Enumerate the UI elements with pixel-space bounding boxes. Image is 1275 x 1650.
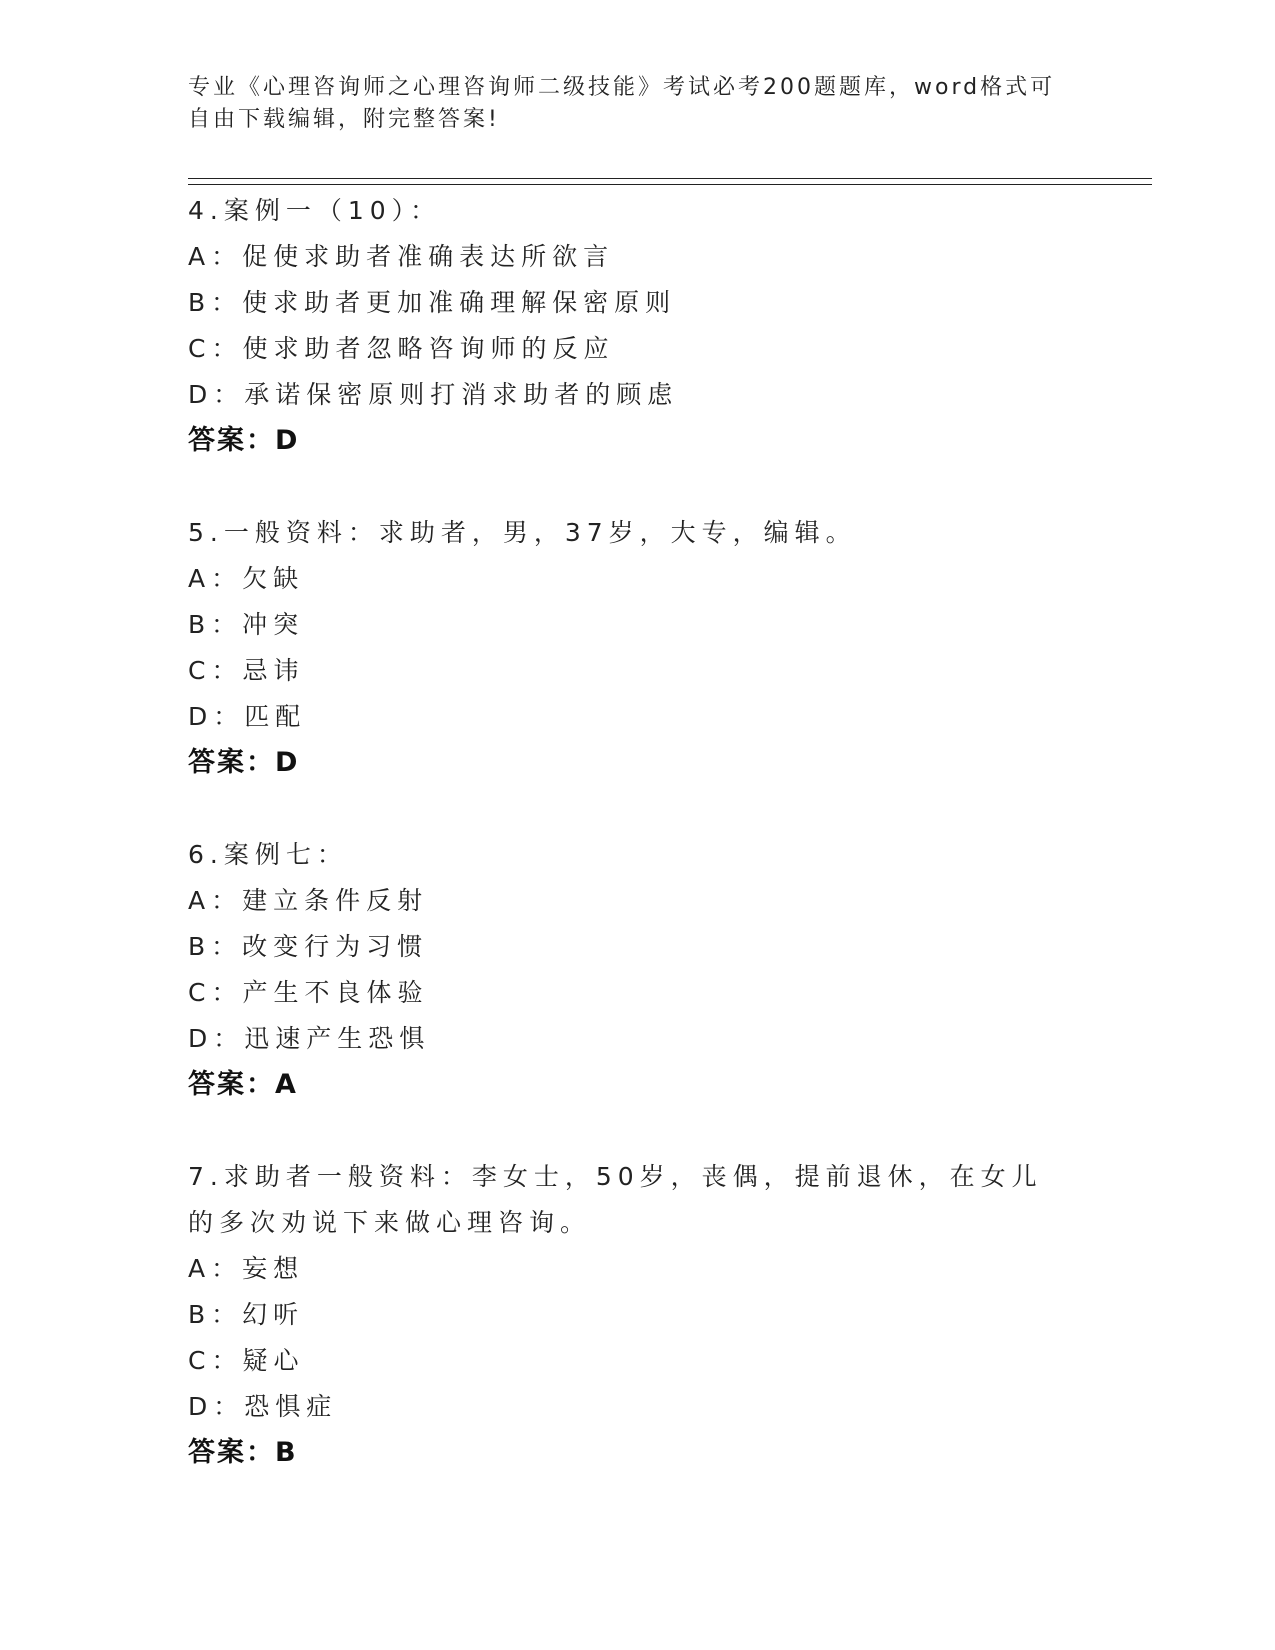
header-divider-top	[188, 178, 1152, 179]
option-c: C：疑心	[188, 1346, 305, 1375]
answer: 答案：B	[188, 1437, 298, 1468]
answer: 答案：D	[188, 747, 300, 778]
option-c: C：产生不良体验	[188, 978, 429, 1007]
option-d: D：匹配	[188, 702, 307, 731]
question-list	[188, 188, 1088, 1522]
document-header	[188, 72, 1068, 136]
option-b: B：幻听	[188, 1300, 305, 1329]
question-stem: 5.一般资料：求助者，男，37岁，大专，编辑。	[188, 518, 857, 547]
question-stem: 4.案例一（10）：	[188, 196, 442, 225]
question-4	[188, 188, 1088, 464]
option-a: A：促使求助者准确表达所欲言	[188, 242, 615, 271]
option-c: C：使求助者忽略咨询师的反应	[188, 334, 615, 363]
header-text: 专业《心理咨询师之心理咨询师二级技能》考试必考200题题库，word格式可自由下载编辑，附完整答案!	[188, 75, 1056, 132]
answer: 答案：A	[188, 1069, 298, 1100]
question-stem: 7.求助者一般资料：李女士，50岁，丧偶，提前退休，在女儿的多次劝说下来做心理咨询。	[188, 1162, 1043, 1237]
option-b: B：改变行为习惯	[188, 932, 429, 961]
question-7	[188, 1154, 1088, 1476]
question-stem: 6.案例七：	[188, 840, 348, 869]
option-a: A：欠缺	[188, 564, 305, 593]
header-divider-bottom	[188, 184, 1152, 185]
option-d: D：迅速产生恐惧	[188, 1024, 431, 1053]
question-5	[188, 510, 1088, 786]
option-b: B：使求助者更加准确理解保密原则	[188, 288, 677, 317]
option-b: B：冲突	[188, 610, 305, 639]
option-c: C：忌讳	[188, 656, 305, 685]
answer: 答案：D	[188, 425, 300, 456]
option-a: A：建立条件反射	[188, 886, 429, 915]
option-d: D：承诺保密原则打消求助者的顾虑	[188, 380, 679, 409]
option-d: D：恐惧症	[188, 1392, 338, 1421]
question-6	[188, 832, 1088, 1108]
option-a: A：妄想	[188, 1254, 305, 1283]
